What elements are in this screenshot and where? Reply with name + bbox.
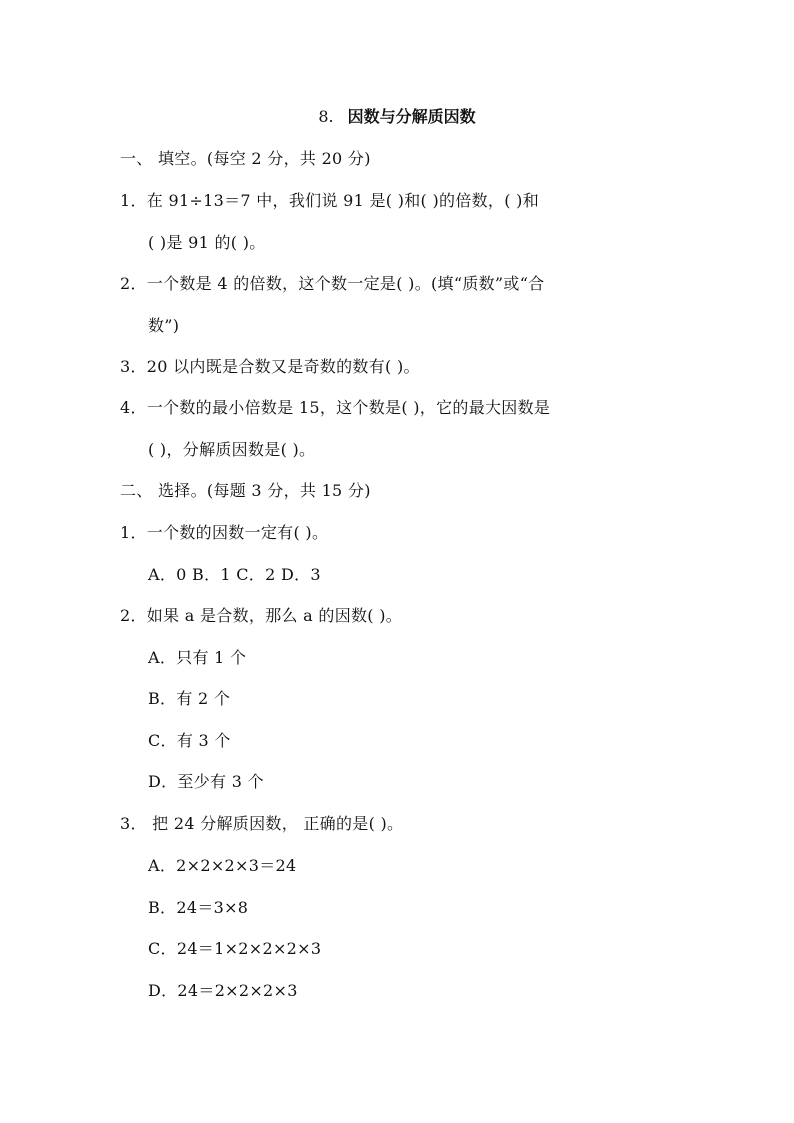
s2-q3: 3． 把 24 分解质因数， 正确的是( )。 (120, 814, 404, 833)
worksheet-title (0, 106, 794, 128)
s1-q4-line1: 4．一个数的最小倍数是 15，这个数是( )，它的最大因数是 (120, 398, 551, 417)
s1-q3: 3．20 以内既是合数又是奇数的数有( )。 (120, 357, 420, 376)
s2-q3-option-b: B．24＝3×8 (148, 898, 249, 917)
title-number: 8. (318, 107, 334, 126)
s1-q2-line1: 2．一个数是 4 的倍数，这个数一定是( )。(填“质数”或“合 (120, 274, 545, 293)
s2-q3-option-c: C．24＝1×2×2×2×3 (148, 939, 322, 958)
s2-q2-option-b: B．有 2 个 (148, 689, 231, 708)
section2-heading: 二、 选择。(每题 3 分，共 15 分) (120, 481, 371, 500)
s2-q1-options: A．0 B．1 C．2 D．3 (148, 565, 321, 584)
s2-q2-option-a: A．只有 1 个 (148, 648, 247, 667)
s2-q2-option-d: D．至少有 3 个 (148, 772, 264, 791)
section1-heading: 一、 填空。(每空 2 分，共 20 分) (120, 149, 371, 168)
s1-q1-line2: ( )是 91 的( )。 (148, 233, 266, 252)
s2-q2-option-c: C．有 3 个 (148, 731, 231, 750)
s2-q1: 1．一个数的因数一定有( )。 (120, 523, 329, 542)
s1-q1-line1: 1．在 91÷13＝7 中，我们说 91 是( )和( )的倍数，( )和 (120, 191, 539, 210)
s2-q2: 2．如果 a 是合数，那么 a 的因数( )。 (120, 606, 403, 625)
s1-q2-line2: 数”) (148, 316, 180, 335)
s2-q3-option-d: D．24＝2×2×2×3 (148, 981, 298, 1000)
title-text: 因数与分解质因数 (347, 107, 476, 126)
s2-q3-option-a: A．2×2×2×3＝24 (148, 856, 297, 875)
s1-q4-line2: ( )，分解质因数是( )。 (148, 440, 316, 459)
